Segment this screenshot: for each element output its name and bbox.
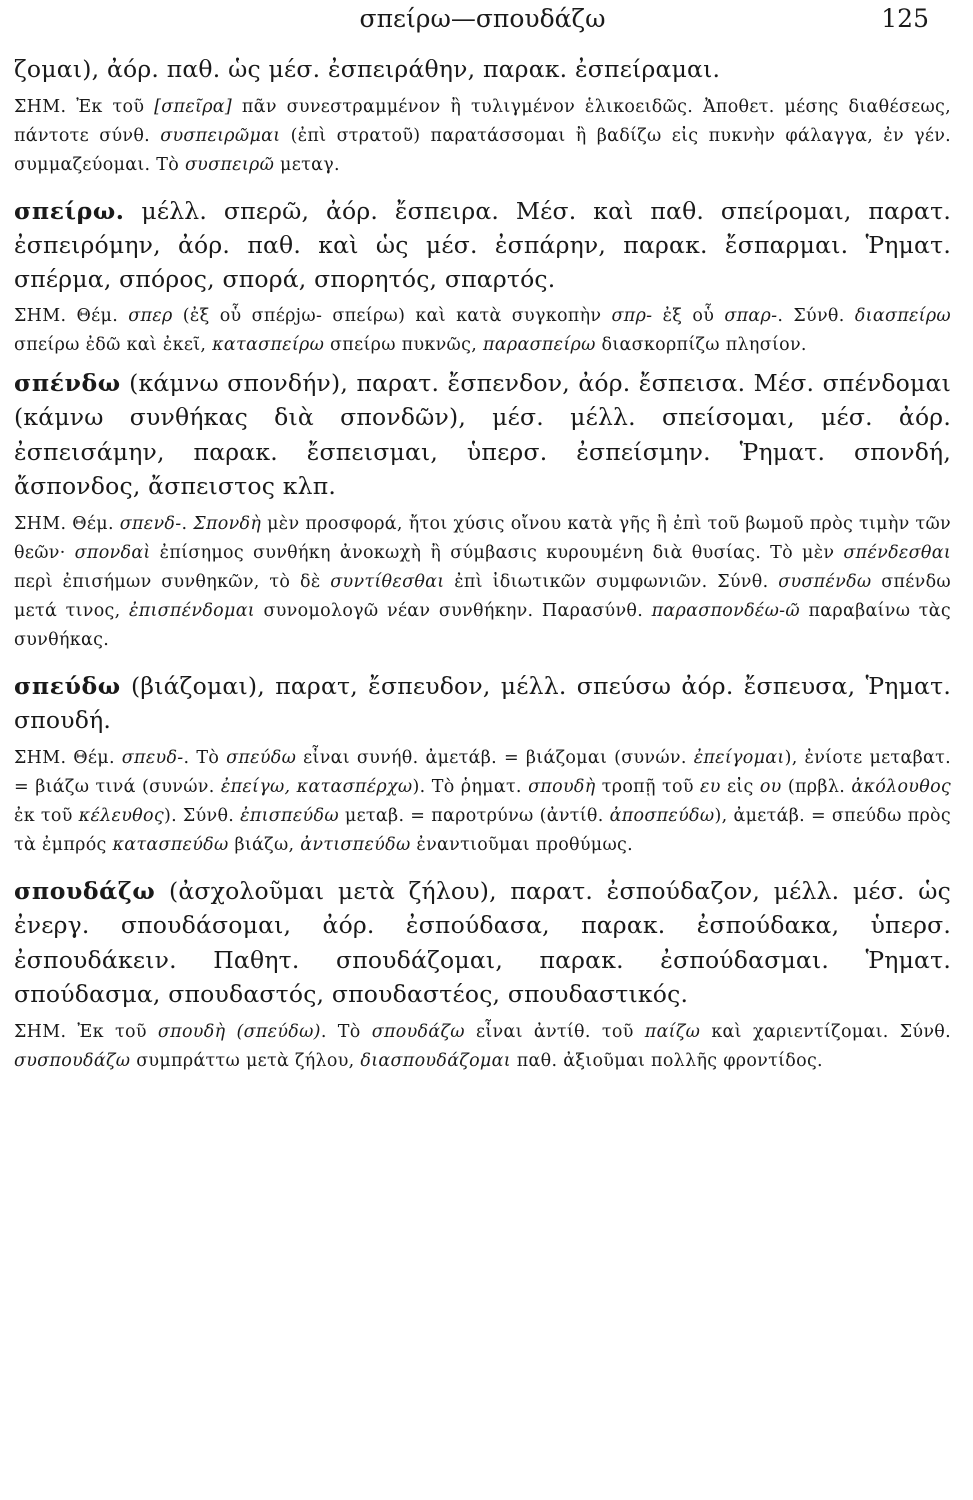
text-run: μὲν προσφορά, ἤτοι χύσις οἴνου κατὰ γῆς ἢ ἐπὶ τοῦ βωμοῦ πρὸς τιμὴν τῶν θεῶν· [14,513,951,563]
entry-note [14,302,951,360]
text-run: ), ἐνίοτε μεταβατ. = βιάζω τινά (συνών. [14,747,951,797]
italic-term: ἀντισπεύδω [300,834,411,855]
text-run: παραβαίνω τὰς συνθήκας. [14,600,951,650]
headword: σπουδάζω [14,876,156,905]
text-run: διασκορπίζω πλησίον. [595,334,807,355]
text-run: εἰς [720,776,760,797]
text-run: . Τὸ [183,747,227,768]
entry-note [14,1018,951,1076]
text-run: . Τὸ [320,1021,372,1042]
headword: σπείρω. [14,196,125,225]
italic-term: παίζω [644,1021,701,1042]
entry-note [14,744,951,860]
entry-note [14,93,951,180]
text-run: τροπῇ τοῦ [595,776,701,797]
entry-body [14,669,951,738]
text-run: ἐπὶ ἰδιωτικῶν συμφωνιῶν. Σύνθ. [444,571,779,592]
dictionary-entry [14,194,951,360]
text-run: σπένδω μετά τινος, [14,571,951,621]
italic-term: σπρ- [611,305,653,326]
text-run: συνομολογῶ νέαν συνθήκην. Παρασύνθ. [254,600,652,621]
page-number: 125 [881,4,929,33]
italic-term: σπουδάζω [371,1021,465,1042]
italic-term: ἐπείγω, κατασπέρχω [220,776,413,797]
text-run: ΣΗΜ. Θέμ. [14,305,129,326]
entry-body [14,194,951,296]
italic-term: σπένδεσθαι [843,542,951,563]
entry-body [14,366,951,504]
italic-term: σπαρ- [724,305,778,326]
italic-term: σπονδαὶ [74,542,151,563]
text-run: ΣΗΜ. Θέμ. [14,513,120,534]
italic-term: ου [759,776,782,797]
italic-term: συσπουδάζω [14,1050,131,1071]
text-run: πᾶν συνεστραμμένον ἢ τυλιγμένον ἑλικοειδῶς. Ἀποθετ. μέσης διαθέσεως, πάντοτε σύνθ. [14,96,951,146]
text-run: (κάμνω σπονδήν), παρατ. ἔσπενδον, ἀόρ. ἔσπεισα. Μέσ. σπένδομαι (κάμνω συνθήκας διὰ σπονδῶν), μέσ. μέλλ. σπείσομαι, μέσ. ἀόρ. ἐσπεισάμην, παρακ. ἔσπεισμαι, ὑπερσ. ἐσπείσμην. Ῥηματ. σπονδή, ἄσπονδος, ἄσπειστος κλπ. [14,368,951,500]
italic-term: κέλευθος [78,805,164,826]
italic-term: σπεύδω [226,747,297,768]
italic-term: ευ [700,776,721,797]
text-run: βιάζω, [228,834,301,855]
italic-term: σπενδ- [119,513,182,534]
italic-term: συντίθεσθαι [330,571,445,592]
page-header [14,0,951,52]
text-run: ), ἀμετάβ. = σπεύδω πρὸς τὰ ἐμπρός [14,805,951,855]
entry-body [14,874,951,1012]
text-run: ἐκ τοῦ [14,805,79,826]
italic-term: Σπονδὴ [193,513,262,534]
italic-term: ἐπείγομαι [693,747,785,768]
text-run: ἐξ οὗ [652,305,725,326]
italic-term: διασπουδάζομαι [360,1050,511,1071]
text-run: εἶναι ἀντίθ. τοῦ [464,1021,645,1042]
dictionary-entry [14,874,951,1076]
dictionary-entry [14,669,951,860]
entry-note [14,510,951,655]
italic-term: συσπειρῶ [184,154,275,175]
headword: σπεύδω [14,671,121,700]
text-run: (βιάζομαι), παρατ, ἔσπευδον, μέλλ. σπεύσω ἀόρ. ἔσπευσα, Ῥηματ. σπουδή. [14,671,951,734]
italic-term: [σπεῖρα] [154,96,233,117]
text-run: συμπράττω μετὰ ζήλου, [130,1050,361,1071]
italic-term: ἀποσπεύδω [609,805,715,826]
italic-term: σπερ [128,305,173,326]
text-run: ΣΗΜ. Ἐκ τοῦ [14,1021,158,1042]
text-run: ΣΗΜ. Ἐκ τοῦ [14,96,155,117]
italic-term: ἀκόλουθος [851,776,952,797]
text-run: περὶ ἐπισήμων συνθηκῶν, τὸ δὲ [14,571,331,592]
italic-term: σπευδ- [121,747,184,768]
text-run: μέλλ. σπερῶ, ἀόρ. ἔσπειρα. Μέσ. καὶ παθ. σπείρομαι, παρατ. ἐσπειρόμην, ἀόρ. παθ. καὶ ὡς μέσ. ἐσπάρην, παρακ. ἔσπαρμαι. Ῥηματ. σπέρμα, σπόρος, σπορά, σπορητός, σπαρτός. [14,196,951,293]
headword: σπένδω [14,368,121,397]
text-run: ζομαι), ἀόρ. παθ. ὡς μέσ. ἐσπειράθην, παρακ. ἐσπείραμαι. [14,55,721,83]
italic-term: σπουδὴ (σπεύδω) [157,1021,321,1042]
text-run: ἐναντιοῦμαι προθύμως. [410,834,634,855]
text-run: μεταγ. [274,154,340,175]
text-run: (ἐξ οὗ σπέρjω- σπείρω) καὶ κατὰ συγκοπὴν [172,305,612,326]
italic-term: κατασπείρω [212,334,325,355]
text-run: (ἀσχολοῦμαι μετὰ ζήλου), παρατ. ἐσπούδαζον, μέλλ. μέσ. ὡς ἐνεργ. σπουδάσομαι, ἀόρ. ἐσπούδασα, παρακ. ἐσπούδακα, ὑπερσ. ἐσπουδάκειν. Παθητ. σπουδάζομαι, παρακ. ἐσπούδασμαι. Ῥηματ. σπούδασμα, σπουδαστός, σπουδαστέος, σπουδαστικός. [14,876,951,1008]
text-run: μεταβ. = παροτρύνω (ἀντίθ. [338,805,610,826]
italic-term: σπουδὴ [528,776,596,797]
italic-term: συσπειρῶμαι [160,125,281,146]
text-run: παθ. ἀξιοῦμαι πολλῆς φροντίδος. [510,1050,823,1071]
italic-term: κατασπεύδω [112,834,229,855]
dictionary-entry [14,366,951,655]
entry-body [14,52,951,87]
text-run: ). Τὸ ῥηματ. [412,776,529,797]
text-run: σπείρω πυκνῶς, [324,334,483,355]
running-head: σπείρω—σπουδάζω [359,4,606,33]
italic-term: παρασπονδέω-ῶ [651,600,800,621]
italic-term: παρασπείρω [482,334,596,355]
text-run: (ἐπὶ στρατοῦ) παρατάσσομαι ἢ βαδίζω εἰς πυκνὴν φάλαγγα, ἐν γέν. συμμαζεύομαι. Τὸ [14,125,952,175]
italic-term: συσπένδω [778,571,872,592]
text-run: καὶ χαριεντίζομαι. Σύνθ. [700,1021,951,1042]
italic-term: ἐπισπεύδω [240,805,339,826]
text-run: (πρβλ. [781,776,852,797]
text-run: εἶναι συνήθ. ἀμετάβ. = βιάζομαι (συνών. [296,747,694,768]
dictionary-entry [14,52,951,180]
italic-term: ἐπισπένδομαι [129,600,255,621]
text-run: ἐπίσημος συνθήκη ἀνοκωχὴ ἢ σύμβασις κυρουμένη διὰ θυσίας. Τὸ μὲν [150,542,844,563]
text-run: ΣΗΜ. Θέμ. [14,747,122,768]
text-run: ). Σύνθ. [163,805,241,826]
text-run: σπείρω ἐδῶ καὶ ἐκεῖ, [14,334,213,355]
text-run: . Σύνθ. [777,305,855,326]
italic-term: διασπείρω [854,305,952,326]
text-run: . [181,513,194,534]
